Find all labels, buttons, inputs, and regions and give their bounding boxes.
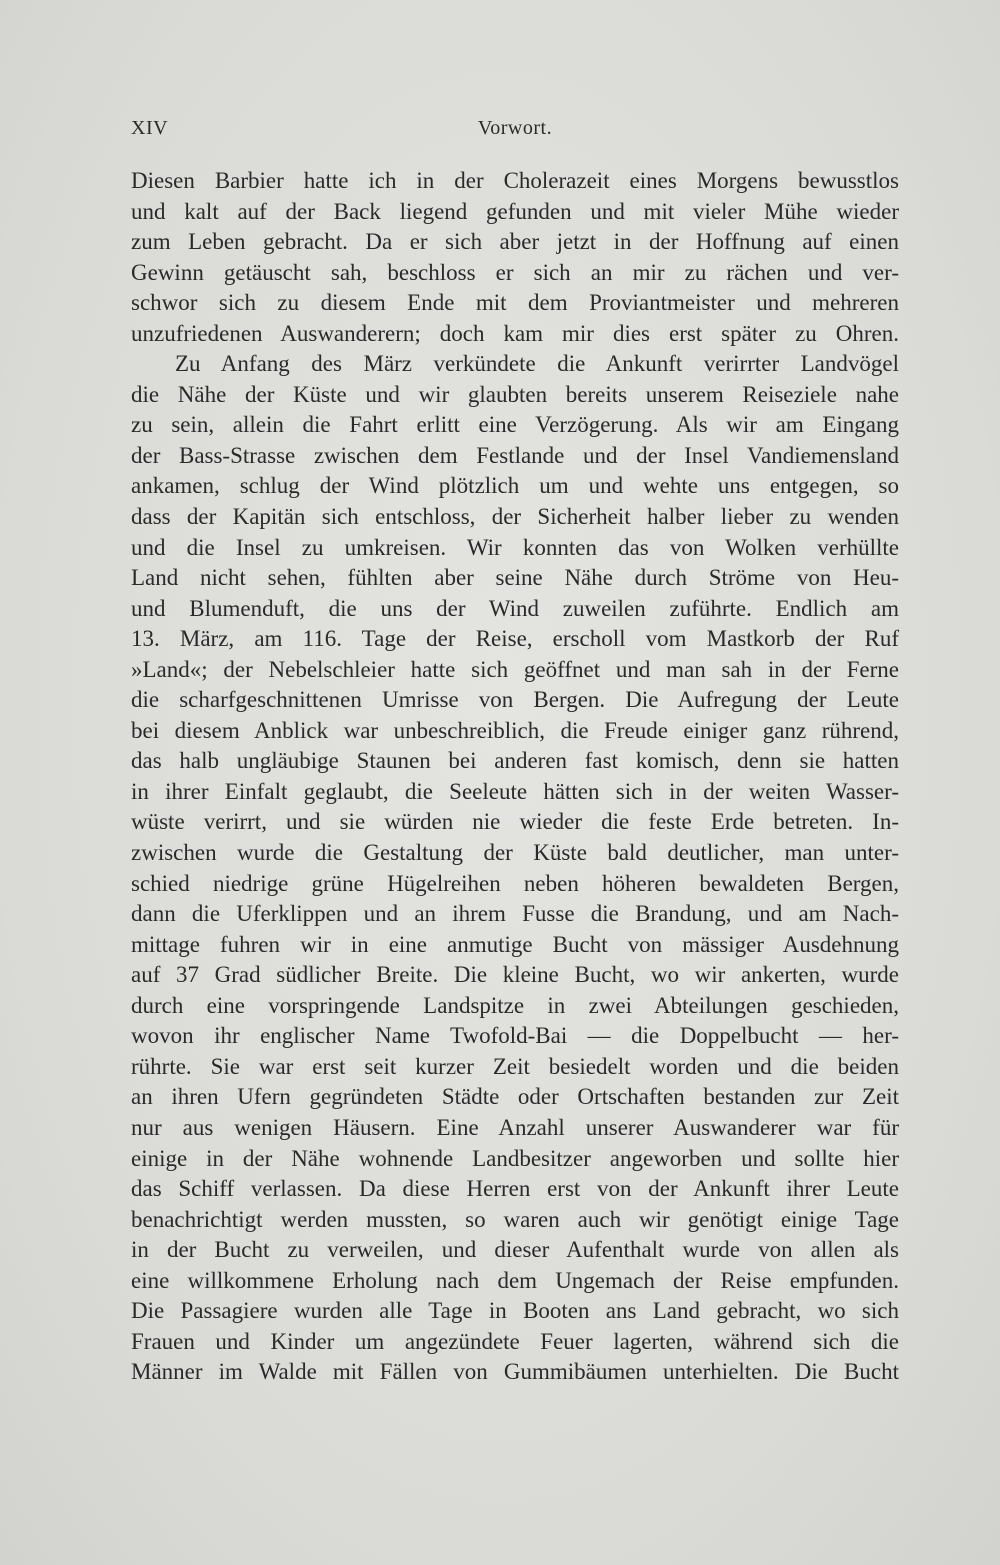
text-line: dass der Kapitän sich entschloss, der Sicherheit halber lieber zu wenden [131, 504, 899, 530]
text-line: das Schiff verlassen. Da diese Herren erst von der Ankunft ihrer Leute [131, 1176, 899, 1202]
text-line: Frauen und Kinder um angezündete Feuer lagerten, während sich die [131, 1328, 899, 1354]
text-line: dann die Uferklippen und an ihrem Fusse die Brandung, und am Nach- [131, 901, 899, 927]
text-line: auf 37 Grad südlicher Breite. Die kleine Bucht, wo wir ankerten, wurde [131, 962, 899, 988]
text-line: zu sein, allein die Fahrt erlitt eine Verzögerung. Als wir am Eingang [131, 412, 899, 438]
text-line: in der Bucht zu verweilen, und dieser Aufenthalt wurde von allen als [131, 1237, 899, 1263]
text-line: schied niedrige grüne Hügelreihen neben höheren bewaldeten Bergen, [131, 870, 899, 896]
text-line: benachrichtigt werden mussten, so waren auch wir genötigt einige Tage [131, 1206, 899, 1232]
text-line: »Land«; der Nebelschleier hatte sich geöffnet und man sah in der Ferne [131, 656, 899, 682]
page-number: XIV [131, 117, 169, 139]
text-line: rührte. Sie war erst seit kurzer Zeit besiedelt worden und die beiden [131, 1053, 899, 1079]
text-line: zum Leben gebracht. Da er sich aber jetzt in der Hoffnung auf einen [131, 229, 899, 255]
text-line: durch eine vorspringende Landspitze in zwei Abteilungen geschieden, [131, 992, 899, 1018]
text-line: wüste verirrt, und sie würden nie wieder die feste Erde betreten. In- [131, 809, 899, 835]
text-line: ankamen, schlug der Wind plötzlich um und wehte uns entgegen, so [131, 473, 899, 499]
text-line: das halb ungläubige Staunen bei anderen fast komisch, denn sie hatten [131, 748, 899, 774]
text-line: Diesen Barbier hatte ich in der Cholerazeit eines Morgens bewusstlos [131, 168, 899, 193]
text-line: wovon ihr englischer Name Twofold-Bai — die Doppelbucht — her- [131, 1023, 899, 1049]
text-line: an ihren Ufern gegründeten Städte oder Ortschaften bestanden zur Zeit [131, 1084, 899, 1110]
running-title: Vorwort. [477, 117, 553, 139]
page-header [131, 117, 899, 147]
text-line: mittage fuhren wir in eine anmutige Bucht von mässiger Ausdehnung [131, 931, 899, 957]
text-line: Die Passagiere wurden alle Tage in Booten ans Land gebracht, wo sich [131, 1298, 899, 1324]
text-line: und Blumenduft, die uns der Wind zuweilen zuführte. Endlich am [131, 595, 899, 621]
text-line: und die Insel zu umkreisen. Wir konnten das von Wolken verhüllte [131, 534, 899, 560]
text-line: unzufriedenen Auswanderern; doch kam mir dies erst später zu Ohren. [131, 320, 899, 346]
text-line: Gewinn getäuscht sah, beschloss er sich an mir zu rächen und ver- [131, 259, 899, 285]
text-line: der Bass-Strasse zwischen dem Festlande und der Insel Vandiemensland [131, 442, 899, 468]
text-line: nur aus wenigen Häusern. Eine Anzahl unserer Auswanderer war für [131, 1114, 899, 1140]
text-line: die Nähe der Küste und wir glaubten bereits unserem Reiseziele nahe [131, 381, 899, 407]
text-line: und kalt auf der Back liegend gefunden und mit vieler Mühe wieder [131, 198, 899, 224]
text-line: in ihrer Einfalt geglaubt, die Seeleute hätten sich in der weiten Wasser- [131, 778, 899, 804]
text-line: Zu Anfang des März verkündete die Ankunft verirrter Landvögel [175, 351, 899, 377]
text-line: eine willkommene Erholung nach dem Ungemach der Reise empfunden. [131, 1267, 899, 1293]
text-line: schwor sich zu diesem Ende mit dem Proviantmeister und mehreren [131, 290, 899, 316]
text-line: einige in der Nähe wohnende Landbesitzer angeworben und sollte hier [131, 1145, 899, 1171]
text-line: bei diesem Anblick war unbeschreiblich, die Freude einiger ganz rührend, [131, 717, 899, 743]
text-line: Land nicht sehen, fühlten aber seine Nähe durch Ströme von Heu- [131, 565, 899, 591]
text-line: 13. März, am 116. Tage der Reise, erscholl vom Mastkorb der Ruf [131, 626, 899, 652]
text-line: die scharfgeschnittenen Umrisse von Bergen. Die Aufregung der Leute [131, 687, 899, 713]
body-text [131, 166, 899, 1388]
text-line: zwischen wurde die Gestaltung der Küste bald deutlicher, man unter- [131, 840, 899, 866]
text-line: Männer im Walde mit Fällen von Gummibäumen unterhielten. Die Bucht [131, 1359, 899, 1385]
